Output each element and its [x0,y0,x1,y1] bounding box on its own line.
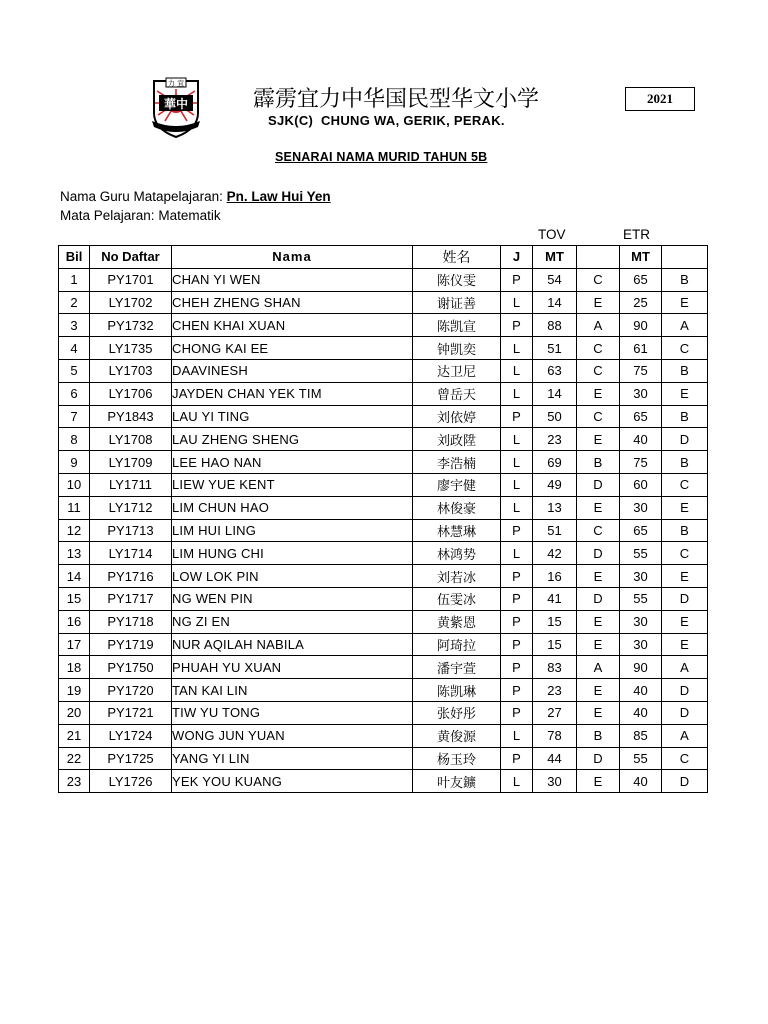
etr-mark: 65 [620,268,662,291]
student-name: WONG JUN YUAN [172,724,413,747]
gender: P [501,565,533,588]
etr-mark: 30 [620,496,662,519]
student-chinese-name: 黄俊源 [413,724,501,747]
gender: L [501,770,533,793]
etr-mark: 85 [620,724,662,747]
school-name-chinese: 霹雳宜力中华国民型华文小学 [253,87,540,112]
col-header-tov-mt: MT [533,246,577,269]
student-chinese-name: 叶友鑛 [413,770,501,793]
tov-mark: 51 [533,337,577,360]
etr-grade: D [662,770,708,793]
registration-number: LY1703 [90,359,172,382]
student-chinese-name: 张妤彤 [413,701,501,724]
table-row [59,701,708,724]
student-name: LAU ZHENG SHENG [172,428,413,451]
etr-grade: A [662,724,708,747]
gender: L [501,473,533,496]
row-number: 23 [59,770,90,793]
tov-grade: C [577,519,620,542]
student-chinese-name: 林鸿势 [413,542,501,565]
col-header-j: J [501,246,533,269]
table-row [59,610,708,633]
gender: P [501,587,533,610]
student-chinese-name: 陈仪雯 [413,268,501,291]
tov-mark: 83 [533,656,577,679]
etr-group-header: ETR [623,227,650,242]
gender: P [501,701,533,724]
etr-grade: A [662,314,708,337]
etr-grade: D [662,587,708,610]
school-name-english: SJK(C) CHUNG WA, GERIK, PERAK. [268,113,505,128]
table-row [59,359,708,382]
gender: P [501,679,533,702]
tov-mark: 63 [533,359,577,382]
student-name: LEE HAO NAN [172,451,413,474]
gender: P [501,610,533,633]
tov-grade: E [577,428,620,451]
tov-mark: 88 [533,314,577,337]
row-number: 12 [59,519,90,542]
gender: L [501,359,533,382]
row-number: 6 [59,382,90,405]
etr-grade: B [662,451,708,474]
registration-number: LY1735 [90,337,172,360]
etr-mark: 40 [620,679,662,702]
tov-mark: 23 [533,679,577,702]
registration-number: PY1720 [90,679,172,702]
registration-number: PY1725 [90,747,172,770]
tov-grade: B [577,451,620,474]
student-name: PHUAH YU XUAN [172,656,413,679]
tov-mark: 42 [533,542,577,565]
etr-mark: 55 [620,747,662,770]
etr-grade: B [662,519,708,542]
gender: P [501,633,533,656]
etr-grade: E [662,633,708,656]
student-chinese-name: 达卫尼 [413,359,501,382]
student-chinese-name: 阿琦拉 [413,633,501,656]
etr-grade: E [662,291,708,314]
tov-mark: 51 [533,519,577,542]
student-name: DAAVINESH [172,359,413,382]
registration-number: LY1712 [90,496,172,519]
table-row [59,724,708,747]
gender: P [501,519,533,542]
student-chinese-name: 陈凯琳 [413,679,501,702]
table-row [59,656,708,679]
tov-grade: A [577,314,620,337]
student-chinese-name: 钟凯奕 [413,337,501,360]
table-row [59,587,708,610]
student-name: LIEW YUE KENT [172,473,413,496]
table-row [59,337,708,360]
col-header-bil: Bil [59,246,90,269]
subject-line [60,208,221,223]
etr-mark: 75 [620,451,662,474]
student-name: TAN KAI LIN [172,679,413,702]
tov-mark: 44 [533,747,577,770]
tov-grade: E [577,382,620,405]
registration-number: PY1716 [90,565,172,588]
gender: L [501,291,533,314]
tov-mark: 23 [533,428,577,451]
tov-mark: 50 [533,405,577,428]
year-box: 2021 [625,87,695,111]
row-number: 19 [59,679,90,702]
tov-group-header: TOV [538,227,566,242]
student-chinese-name: 陈凯宣 [413,314,501,337]
gender: P [501,314,533,337]
col-header-chinese-name: 姓名 [413,246,501,269]
teacher-label: Nama Guru Matapelajaran: [60,189,223,204]
etr-mark: 25 [620,291,662,314]
registration-number: PY1717 [90,587,172,610]
gender: L [501,451,533,474]
table-row [59,291,708,314]
row-number: 13 [59,542,90,565]
student-chinese-name: 刘政陞 [413,428,501,451]
student-name: NG ZI EN [172,610,413,633]
row-number: 7 [59,405,90,428]
registration-number: LY1726 [90,770,172,793]
col-header-etr-grade [662,246,708,269]
student-name: YEK YOU KUANG [172,770,413,793]
etr-grade: B [662,359,708,382]
tov-grade: B [577,724,620,747]
student-name: TIW YU TONG [172,701,413,724]
table-row [59,542,708,565]
student-chinese-name: 林俊豪 [413,496,501,519]
row-number: 5 [59,359,90,382]
table-row [59,473,708,496]
tov-grade: C [577,405,620,428]
etr-grade: C [662,542,708,565]
etr-grade: C [662,747,708,770]
registration-number: PY1718 [90,610,172,633]
table-row [59,519,708,542]
col-header-no-daftar: No Daftar [90,246,172,269]
tov-grade: E [577,610,620,633]
etr-mark: 30 [620,633,662,656]
row-number: 15 [59,587,90,610]
row-number: 11 [59,496,90,519]
etr-mark: 90 [620,656,662,679]
gender: P [501,405,533,428]
student-name: NG WEN PIN [172,587,413,610]
table-row [59,633,708,656]
tov-mark: 14 [533,291,577,314]
etr-mark: 40 [620,701,662,724]
tov-grade: E [577,770,620,793]
student-chinese-name: 谢证善 [413,291,501,314]
etr-grade: B [662,405,708,428]
row-number: 3 [59,314,90,337]
student-chinese-name: 林慧琳 [413,519,501,542]
table-row [59,382,708,405]
tov-mark: 78 [533,724,577,747]
etr-grade: B [662,268,708,291]
tov-mark: 69 [533,451,577,474]
teacher-name: Pn. Law Hui Yen [226,189,331,204]
registration-number: LY1711 [90,473,172,496]
registration-number: LY1714 [90,542,172,565]
student-name: LIM HUNG CHI [172,542,413,565]
etr-mark: 61 [620,337,662,360]
tov-mark: 15 [533,610,577,633]
etr-mark: 65 [620,405,662,428]
table-row [59,565,708,588]
gender: L [501,428,533,451]
tov-grade: E [577,291,620,314]
student-chinese-name: 曾岳天 [413,382,501,405]
tov-grade: C [577,337,620,360]
student-name: CHEN KHAI XUAN [172,314,413,337]
tov-grade: E [577,701,620,724]
registration-number: PY1750 [90,656,172,679]
tov-grade: C [577,268,620,291]
row-number: 20 [59,701,90,724]
row-number: 2 [59,291,90,314]
etr-grade: E [662,565,708,588]
etr-grade: D [662,701,708,724]
etr-mark: 30 [620,565,662,588]
etr-grade: D [662,428,708,451]
row-number: 8 [59,428,90,451]
table-header-row [59,246,708,269]
student-name: LAU YI TING [172,405,413,428]
etr-grade: C [662,473,708,496]
etr-mark: 30 [620,382,662,405]
table-row [59,747,708,770]
row-number: 22 [59,747,90,770]
tov-mark: 30 [533,770,577,793]
student-name: JAYDEN CHAN YEK TIM [172,382,413,405]
tov-grade: D [577,473,620,496]
etr-grade: E [662,382,708,405]
tov-mark: 54 [533,268,577,291]
tov-grade: D [577,542,620,565]
gender: P [501,268,533,291]
gender: P [501,747,533,770]
etr-grade: C [662,337,708,360]
student-name: NUR AQILAH NABILA [172,633,413,656]
etr-mark: 65 [620,519,662,542]
tov-grade: C [577,359,620,382]
table-row [59,405,708,428]
etr-grade: E [662,496,708,519]
gender: L [501,337,533,360]
registration-number: LY1724 [90,724,172,747]
student-roster-table [58,245,708,793]
gender: L [501,382,533,405]
table-row [59,496,708,519]
svg-text:力 宜: 力 宜 [167,79,185,88]
student-name: LOW LOK PIN [172,565,413,588]
tov-mark: 27 [533,701,577,724]
etr-mark: 30 [620,610,662,633]
registration-number: PY1843 [90,405,172,428]
gender: L [501,542,533,565]
row-number: 18 [59,656,90,679]
registration-number: LY1709 [90,451,172,474]
tov-mark: 13 [533,496,577,519]
etr-grade: A [662,656,708,679]
registration-number: PY1701 [90,268,172,291]
row-number: 1 [59,268,90,291]
col-header-tov-grade [577,246,620,269]
student-name: LIM CHUN HAO [172,496,413,519]
row-number: 4 [59,337,90,360]
table-body [59,268,708,792]
student-name: YANG YI LIN [172,747,413,770]
tov-mark: 16 [533,565,577,588]
registration-number: PY1721 [90,701,172,724]
tov-grade: E [577,679,620,702]
student-chinese-name: 伍雯冰 [413,587,501,610]
row-number: 21 [59,724,90,747]
etr-mark: 55 [620,542,662,565]
table-row [59,314,708,337]
student-chinese-name: 杨玉玲 [413,747,501,770]
student-chinese-name: 黄紫恩 [413,610,501,633]
etr-mark: 90 [620,314,662,337]
row-number: 16 [59,610,90,633]
table-row [59,679,708,702]
logo-text: 華中 [163,97,189,111]
tov-mark: 15 [533,633,577,656]
gender: L [501,724,533,747]
school-crest-icon [150,77,202,139]
tov-grade: A [577,656,620,679]
student-name: CHONG KAI EE [172,337,413,360]
registration-number: PY1732 [90,314,172,337]
tov-grade: E [577,565,620,588]
tov-grade: D [577,587,620,610]
etr-grade: D [662,679,708,702]
school-logo [150,77,202,139]
registration-number: LY1706 [90,382,172,405]
registration-number: PY1719 [90,633,172,656]
col-header-nama: Nama [172,246,413,269]
etr-mark: 55 [620,587,662,610]
tov-mark: 49 [533,473,577,496]
etr-grade: E [662,610,708,633]
table-row [59,770,708,793]
row-number: 14 [59,565,90,588]
student-chinese-name: 潘宇萱 [413,656,501,679]
student-name: CHAN YI WEN [172,268,413,291]
row-number: 9 [59,451,90,474]
row-number: 10 [59,473,90,496]
table-row [59,268,708,291]
gender: P [501,656,533,679]
student-name: CHEH ZHENG SHAN [172,291,413,314]
teacher-line [60,189,331,204]
registration-number: PY1713 [90,519,172,542]
tov-mark: 41 [533,587,577,610]
etr-mark: 40 [620,770,662,793]
registration-number: LY1708 [90,428,172,451]
row-number: 17 [59,633,90,656]
tov-mark: 14 [533,382,577,405]
etr-mark: 40 [620,428,662,451]
student-chinese-name: 廖宇健 [413,473,501,496]
gender: L [501,496,533,519]
col-header-etr-mt: MT [620,246,662,269]
subject-value: Matematik [158,208,221,223]
list-title: SENARAI NAMA MURID TAHUN 5B [275,150,488,164]
student-name: LIM HUI LING [172,519,413,542]
tov-grade: D [577,747,620,770]
etr-mark: 60 [620,473,662,496]
table-row [59,451,708,474]
subject-label: Mata Pelajaran: [60,208,155,223]
tov-grade: E [577,633,620,656]
student-chinese-name: 刘依婷 [413,405,501,428]
student-chinese-name: 刘若冰 [413,565,501,588]
student-chinese-name: 李浩楠 [413,451,501,474]
registration-number: LY1702 [90,291,172,314]
tov-grade: E [577,496,620,519]
etr-mark: 75 [620,359,662,382]
table-row [59,428,708,451]
